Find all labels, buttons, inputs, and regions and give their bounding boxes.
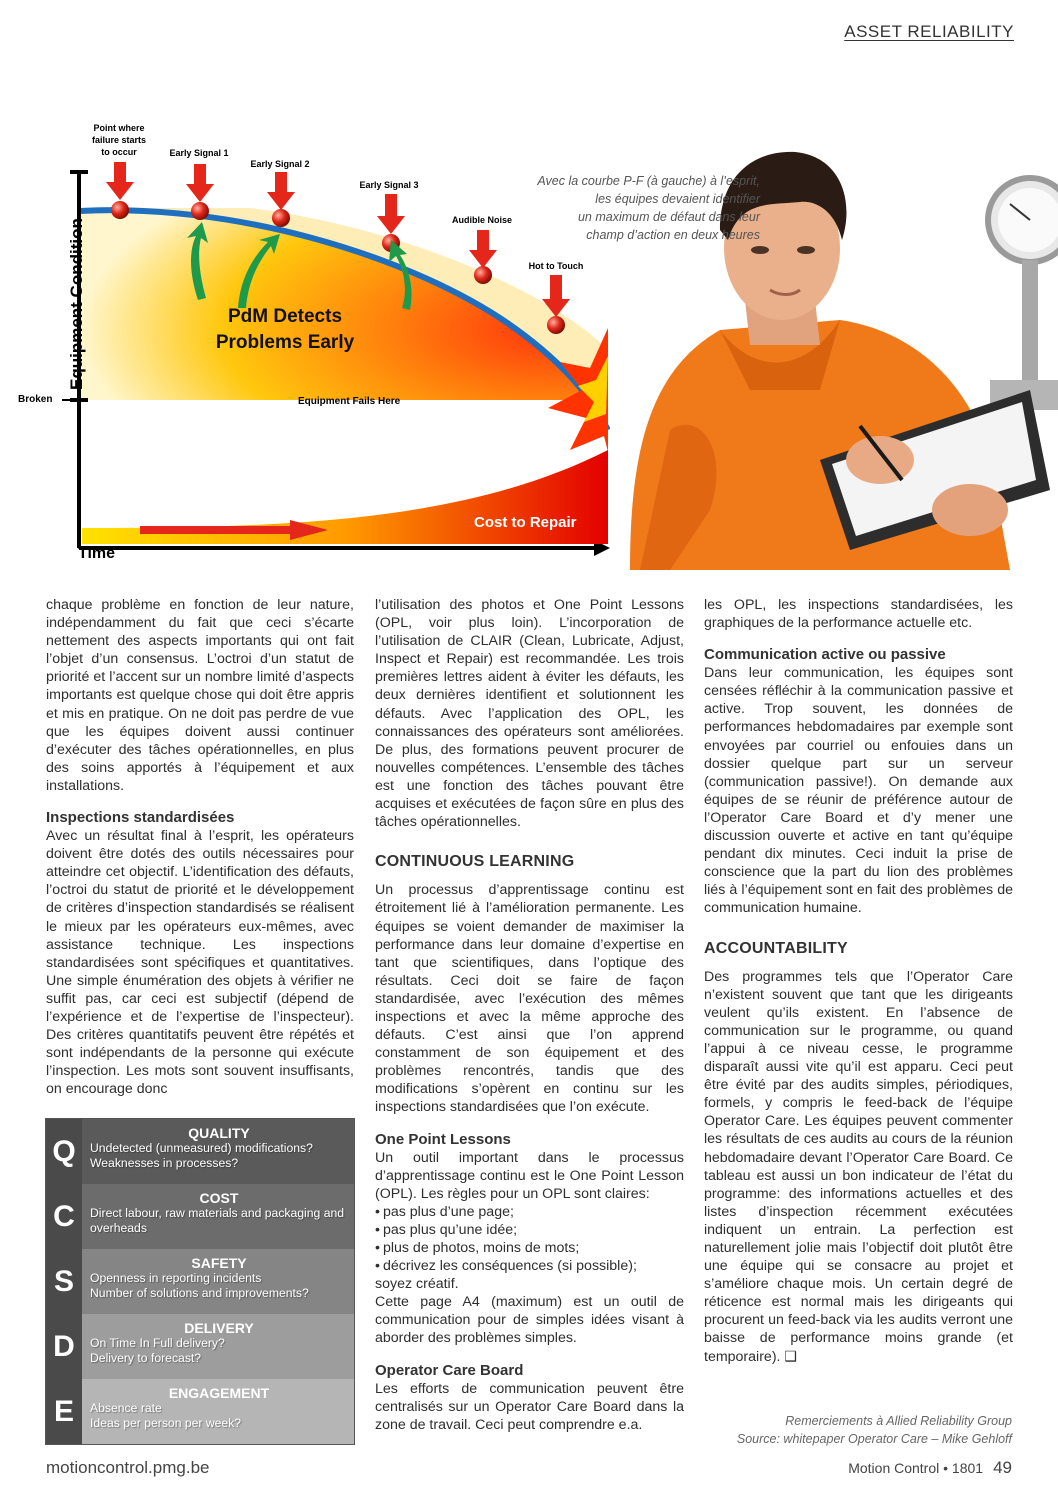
qcsde-text: Weaknesses in processes?: [90, 1156, 239, 1170]
figure: [0, 100, 1058, 570]
signal-label: Early Signal 2: [250, 159, 310, 169]
qcsde-title: QUALITY: [188, 1125, 250, 1141]
broken-label: Broken: [18, 394, 53, 405]
caption-line: Avec la courbe P-F (à gauche) à l’esprit,: [537, 174, 760, 188]
qcsde-body: [82, 1314, 354, 1379]
qcsde-letter: D: [46, 1314, 82, 1379]
qcsde-row: [46, 1249, 354, 1314]
article-column-1: [46, 596, 354, 1098]
point-start-label-2: failure starts: [91, 135, 147, 145]
point-start-label-1: Point where: [93, 123, 145, 133]
caption-line: les équipes devaient identifier: [595, 192, 760, 206]
credits-line: Remerciements à Allied Reliability Group: [785, 1414, 1012, 1428]
article-column-2: [375, 596, 684, 1434]
qcsde-row: [46, 1119, 354, 1184]
figure-caption: [520, 172, 760, 244]
qcsde-title: COST: [199, 1190, 239, 1206]
qcsde-letter: E: [46, 1379, 82, 1444]
heading-accountability: ACCOUNTABILITY: [704, 939, 848, 957]
qcsde-letter: S: [46, 1249, 82, 1314]
credits: [737, 1412, 1012, 1448]
qcsde-text: On Time In Full delivery?: [90, 1336, 225, 1350]
qcsde-text: Ideas per person per week?: [90, 1416, 242, 1430]
qcsde-text: Undetected (unmeasured) modifications?: [90, 1141, 313, 1155]
qcsde-title: DELIVERY: [184, 1320, 254, 1336]
signal-label: Early Signal 3: [359, 180, 419, 190]
list-item: • plus de photos, moins de mots;: [375, 1239, 684, 1257]
pdm-label-2: Problems Early: [215, 332, 355, 353]
qcsde-body: [82, 1119, 354, 1184]
x-axis-label: Time: [78, 545, 116, 562]
qcsde-body: [82, 1249, 354, 1314]
footer-folio: [848, 1458, 1012, 1478]
magazine-issue: Motion Control • 1801: [848, 1460, 984, 1476]
credits-line: Source: whitepaper Operator Care – Mike Gehloff: [736, 1432, 1012, 1446]
list-item-last: soyez créatif.: [375, 1276, 459, 1293]
section-label: ASSET RELIABILITY: [844, 22, 1014, 41]
paragraph: Cette page A4 (maximum) est un outil de communication pour de simples idées visant à aborder des problèmes simples.: [375, 1294, 684, 1347]
paragraph: Avec un résultat final à l’esprit, les opérateurs doivent être dotés des outils nécessaires pour atteindre cet objectif. L’identification des défauts, l’octroi du statut de priorité et le développement de critères d’inspection standardisés se réalisent le mieux par les opérateurs eux-mêmes, avec assistance technique. Les inspections standardisées sont spécifiques et quantitatives. Une simple énumération des objets à vérifier ne suffit pas, car ceci est subjectif (dépend de l’expérience et de l’expertise de l’inspecteur). Des critères quantitatifs peuvent être répétés et sont indépendants de la personne qui exécute l’inspection. Les mots sont souvent insuffisants, on encourage donc: [46, 828, 354, 1098]
y-axis-label: Equipment Condition: [67, 218, 86, 390]
page-number: 49: [993, 1458, 1012, 1477]
subheading-communication: Communication active ou passive: [704, 646, 946, 664]
qcsde-row: [46, 1379, 354, 1444]
paragraph: Des programmes tels que l’Operator Care n’existent souvent que tant que les dirigeants veulent qu’ils existent. En l’absence de communication sur le programme, ou quand l’appui à ce niveau cesse, le programme disparaît aussi vite qu’il est apparu. Ceci peut être évité par des audits simples, périodiques, formels, y compris le feed-back de l’équipe Operator Care. Les équipes peuvent commenter les résultats de ces audits au cours de la réunion hebdomadaire devant l’Operator Care Board. Ce tableau est aussi un bon indicateur de l’état du programme: des informations actuelles et des listes d’inspection récemment exécutées indiquent un entrain. La perfection est naturellement jolie mais l’objectif doit plutôt être une équipe qui se consacre au projet et s’améliore chaque mois. Un certain degré de réticence est normal mais les dirigeants qui procurent un feed-back via les audits verront une baisse de performance moins grande (et temporaire). ❑: [704, 968, 1013, 1365]
article-column-3: [704, 596, 1013, 1366]
paragraph: chaque problème en fonction de leur nature, indépendamment du fait que ceci s’écarte nettement des aspects importants qui ont fait l’objet d’un consensus. L’octroi d’un statut de priorité et l’accent sur un nombre limité d’aspects importants est quelque chose qui doit être appris et mis en pratique. On ne doit pas perdre de vue que les équipes doivent aussi continuer d’exécuter des tâches opérationnelles, en plus des soins apportés à l’équipement et aux installations.: [46, 597, 354, 794]
qcsde-text: Openness in reporting incidents: [90, 1271, 262, 1285]
footer-website[interactable]: motioncontrol.pmg.be: [46, 1458, 210, 1477]
qcsde-title: ENGAGEMENT: [168, 1385, 270, 1401]
fail-label: Equipment Fails Here: [298, 396, 401, 407]
cost-label: Cost to Repair: [474, 514, 577, 531]
paragraph: Un outil important dans le processus d’apprentissage continu est le One Point Lesson (OPL). Les règles pour un OPL sont claires:: [375, 1149, 684, 1202]
pdm-label-1: PdM Detects: [227, 306, 343, 327]
list-item: • pas plus d’une page;: [375, 1203, 684, 1221]
qcsde-text: Direct labour, raw materials and packaging and overheads: [90, 1206, 345, 1235]
paragraph: Dans leur communication, les équipes sont censées réfléchir à la communication passive et active. Trop souvent, les données de performances hebdomadaires par exemple sont envoyées par courriel ou enfouies dans un dossier quelque part sur un serveur (communication passive!). On demande aux équipes de se réunir de préférence autour de l’Operator Care Board et d’y mener une discussion ouverte et active en tant qu’équipe pendant dix minutes. Ceci induit la prise de conscience que la part du lion des problèmes liés à l’équipement sont en fait des problèmes de communication humaine.: [704, 665, 1013, 917]
signal-label: Hot to Touch: [528, 261, 584, 271]
caption-line: un maximum de défaut dans leur: [577, 210, 760, 224]
point-start-label-3: to occur: [101, 147, 137, 157]
qcsde-row: [46, 1184, 354, 1249]
paragraph: Un processus d’apprentissage continu est étroitement lié à l’amélioration permanente. Les équipes se voient demander de maximiser la performance dans leur domaine d’expertise en tant que scientifiques, dans l’optique des résultats. Ceci doit se faire de façon standardisée, avec l’exécution des mêmes inspections et avec la même approche des défauts. C’est ainsi que l’on apprend constamment de son équipement et des problèmes rencontrés, tandis que des modifications s’opèrent en continu sur les inspections standardisées que l’on exécute.: [375, 882, 684, 1116]
subheading-operator-care-board: Operator Care Board: [375, 1361, 524, 1379]
qcsde-body: [82, 1379, 354, 1444]
qcsde-table: [45, 1118, 355, 1445]
pf-curve-chart: [0, 100, 612, 570]
signal-label: Audible Noise: [451, 215, 513, 225]
list-item: • décrivez les conséquences (si possible);: [375, 1257, 684, 1275]
subheading-inspections: Inspections standardisées: [46, 809, 235, 827]
opl-rules-list: [375, 1203, 684, 1275]
qcsde-text: Absence rate: [90, 1401, 162, 1415]
signal-label: Early Signal 1: [169, 148, 229, 158]
qcsde-letter: C: [46, 1184, 82, 1249]
qcsde-letter: Q: [46, 1119, 82, 1184]
qcsde-text: Delivery to forecast?: [90, 1351, 202, 1365]
paragraph: Les efforts de communication peuvent être centralisés sur un Operator Care Board dans la zone de travail. Ceci peut comprendre e.a.: [375, 1380, 684, 1433]
list-item: • pas plus qu’une idée;: [375, 1221, 684, 1239]
paragraph: l’utilisation des photos et One Point Lessons (OPL, voir plus loin). L’incorporation de l’utilisation de CLAIR (Clean, Lubricate, Adjust, Inspect et Repair) est recommandée. Les trois premières lettres aident à éviter les défauts, les deux dernières identifient et solutionnent les défauts. Avec l’application des OPL, les connaissances des opérateurs sont améliorées. De plus, des formations peuvent procurer de nouvelles compétences. L’ensemble des tâches est une fonction des tâches pouvant être acquises et exécutées de façon sûre en plus des tâches opérationnelles.: [375, 597, 684, 831]
qcsde-title: SAFETY: [191, 1255, 247, 1271]
paragraph: les OPL, les inspections standardisées, les graphiques de la performance actuelle etc.: [704, 597, 1013, 632]
subheading-one-point-lessons: One Point Lessons: [375, 1130, 511, 1148]
qcsde-row: [46, 1314, 354, 1379]
heading-continuous-learning: CONTINUOUS LEARNING: [375, 853, 575, 871]
caption-line: champ d’action en deux heures: [586, 228, 760, 242]
qcsde-text: Number of solutions and improvements?: [90, 1286, 309, 1300]
qcsde-body: [82, 1184, 354, 1249]
